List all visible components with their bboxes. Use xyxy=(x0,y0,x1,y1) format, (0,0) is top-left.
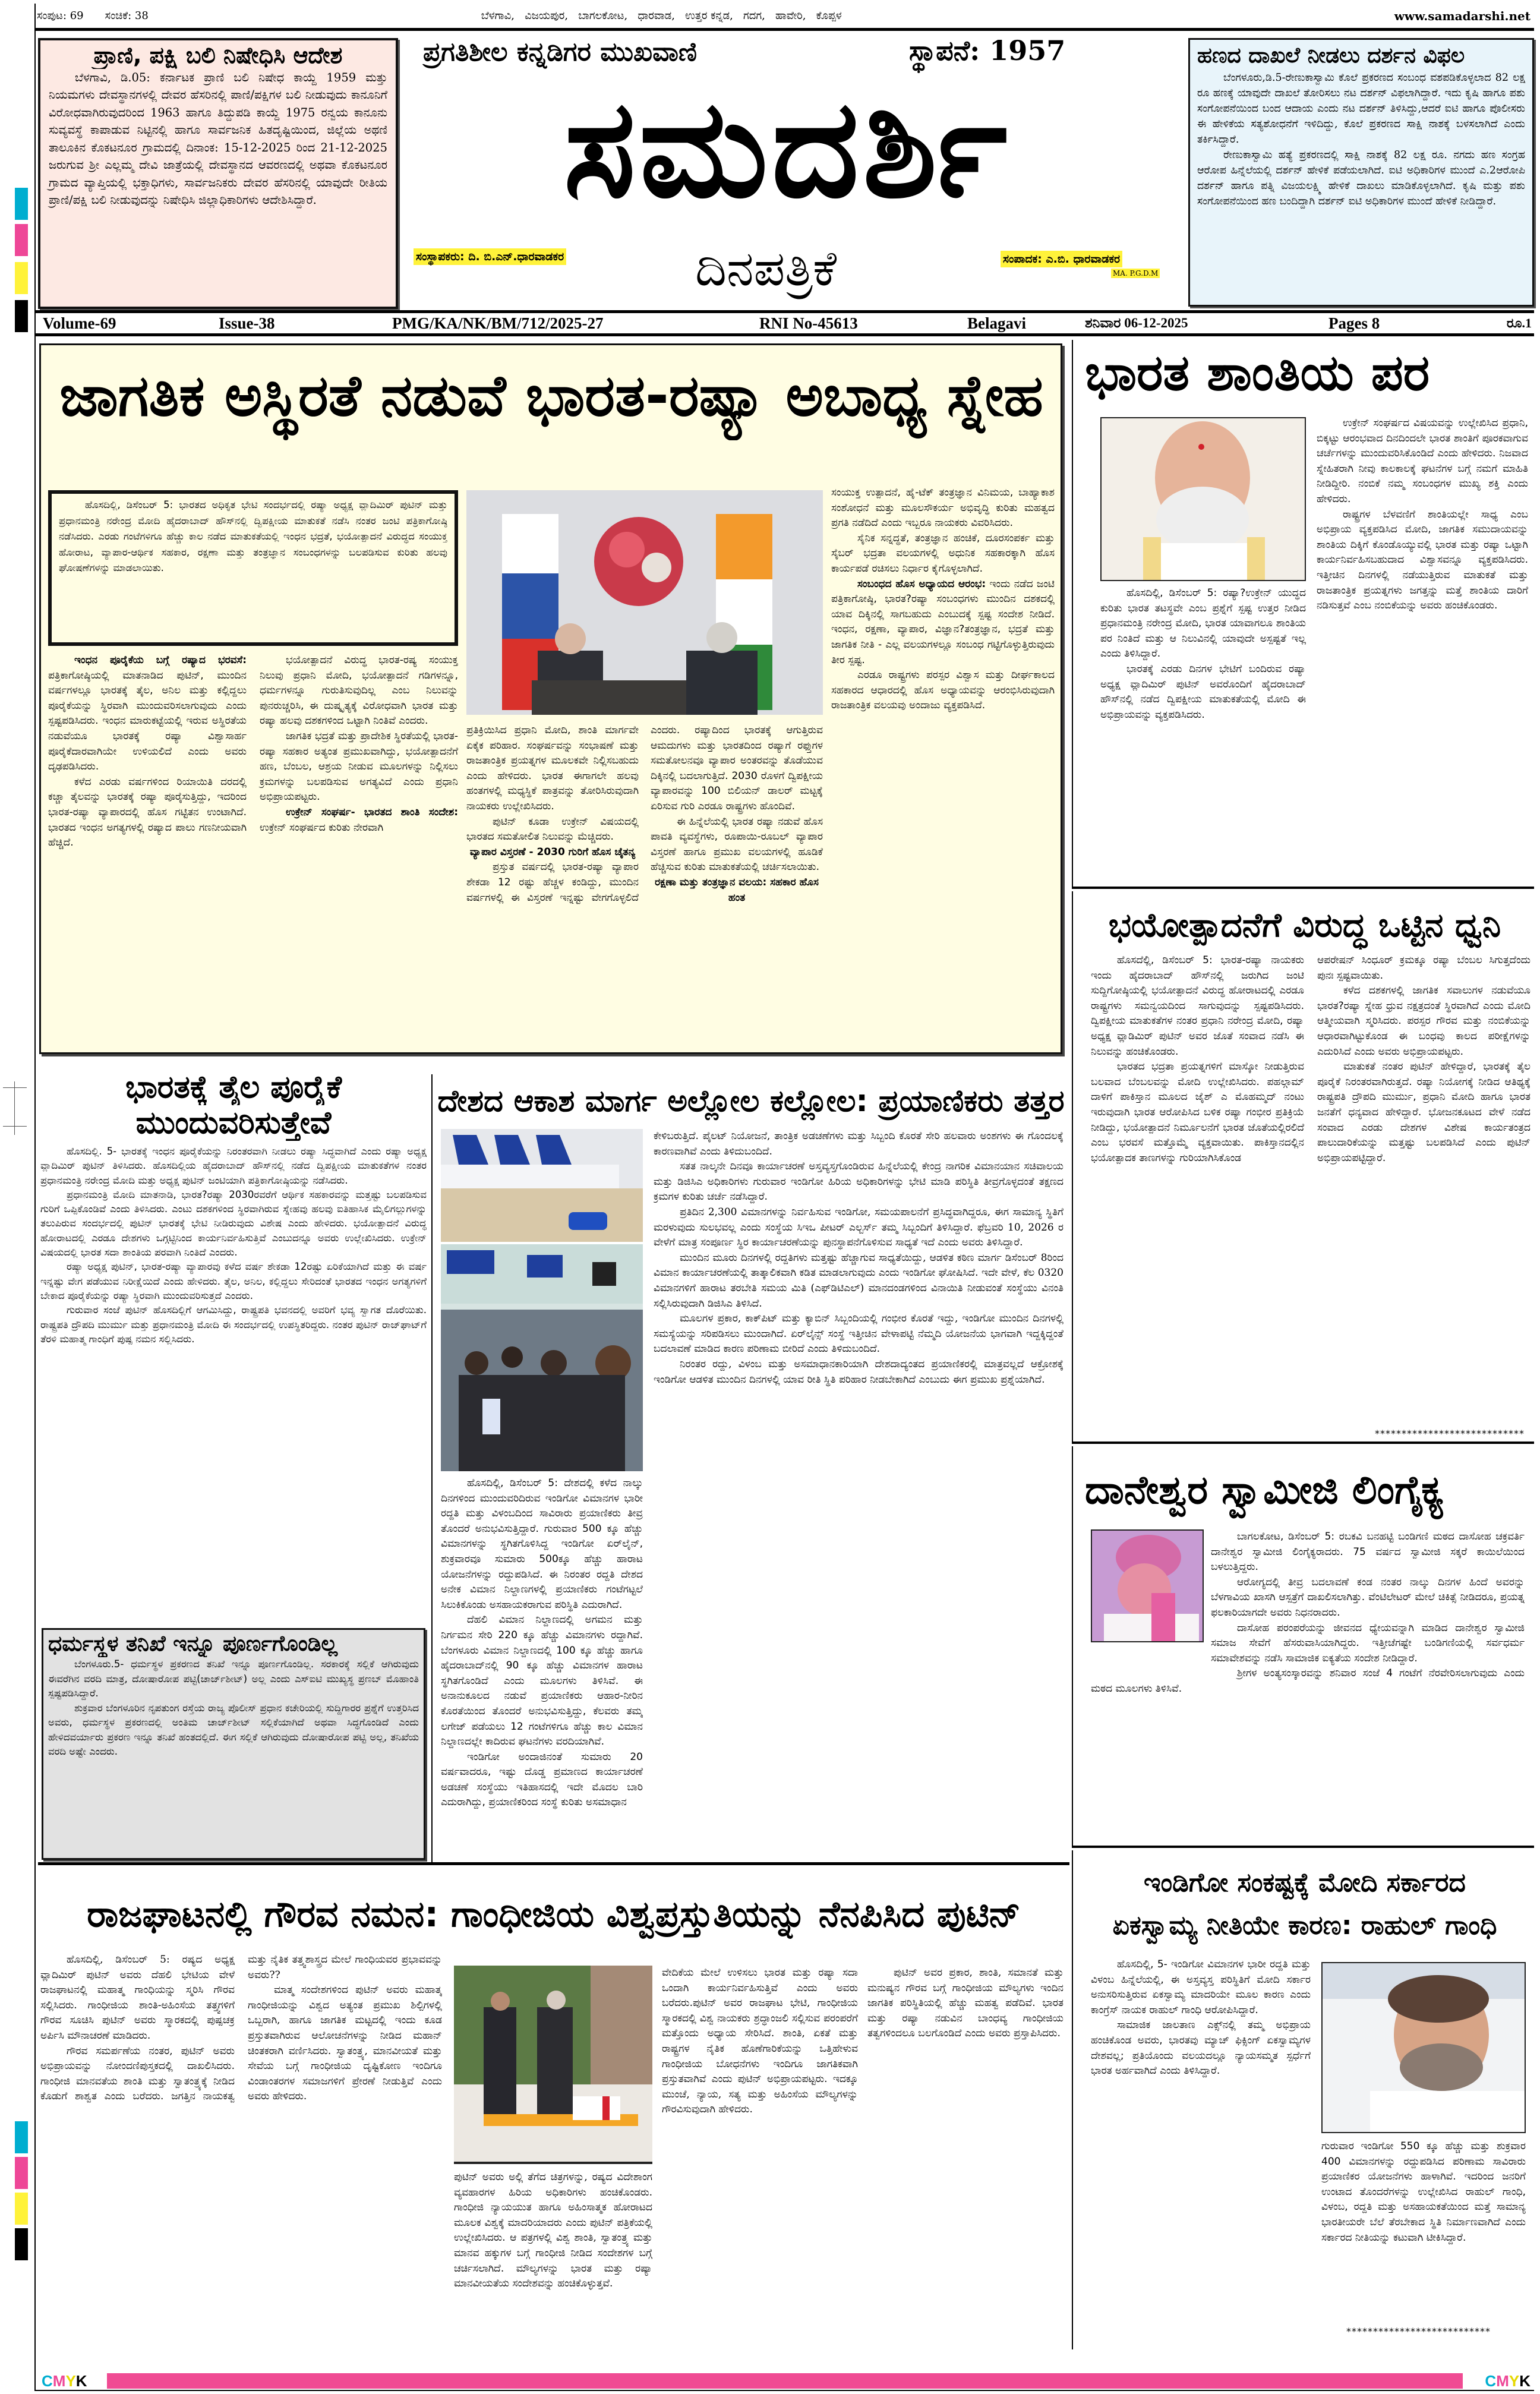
editor-degree: MA. P.G.D.M xyxy=(1111,269,1160,278)
indigo-story xyxy=(1072,1850,1534,2349)
website-link[interactable]: www.samadarshi.net xyxy=(1394,8,1530,23)
terror-story xyxy=(1072,891,1534,1444)
info-issue: Issue-38 xyxy=(219,314,275,332)
modi-photo xyxy=(1100,417,1306,581)
indigo-headline-line1: ಇಂಡಿಗೋ ಸಂಕಷ್ಟಕ್ಕೆ ಮೋದಿ ಸರ್ಕಾರದ xyxy=(1144,1868,1466,1898)
registration-black xyxy=(15,300,28,332)
crop-mark xyxy=(14,1081,15,1135)
registration-magenta xyxy=(15,224,28,256)
cmyk-right: CMYK xyxy=(1485,2372,1530,2390)
rajghat-left-columns: ಹೊಸದಿಲ್ಲಿ, ಡಿಸೆಂಬರ್ 5: ರಷ್ಯದ ಅಧ್ಯಕ್ಷ ವ್ಲಾದಿಮಿರ್ ಪುಟಿನ್ ಅವರು ದೆಹಲಿ ಭೇಟಿಯ ವೇಳೆ ರಾಜಘಾಟನಲ್ಲಿ ಮಹಾತ್ಮ ಗಾಂಧಿಯನ್ನು ಸ್ಮರಿಸಿ ಗೌರವ ಸಲ್ಲಿಸಿದರು. ಗಾಂಧೀಜಿಯ ಶಾಂತಿ-ಅಹಿಂಸೆಯ ತತ್ತ್ವಗಳಿಗೆ ಗೌರವ ಸೂಚಿಸಿ ಪುಟಿನ್ ಅವರು ಸ್ಮಾರಕದಲ್ಲಿ ಪುಷ್ಪಚಕ್ರ ಅರ್ಪಿಸಿ ಮೌನಾಚರಣೆ ಮಾಡಿದರು. ಗೌರವ ಸಮರ್ಪಣೆಯ ನಂತರ, ಪುಟಿನ್ ಅವರು ಅಭಿಪ್ರಾಯವನ್ನು ನೋಂದಣಿಪುಸ್ತಕದಲ್ಲಿ ದಾಖಲಿಸಿದರು. ಗಾಂಧೀಜಿ ಮಾನವತೆಯ ಶಾಂತಿ ಮತ್ತು ಸ್ವಾತಂತ್ರ್ಯಕ್ಕೆ ನೀಡಿದ ಕೊಡುಗೆ ಶಾಶ್ವತ ಎಂದು ಬರೆದರು. ಜಗತ್ತಿನ ನಾಯಕತ್ವ ಮತ್ತು ನೈತಿಕ ತತ್ತ್ವಶಾಸ್ತ್ರದ ಮೇಲೆ ಗಾಂಧಿಯವರ ಪ್ರಭಾವವನ್ನು ಅವರು?? ಮಾತ್ಮ ಸಂದೇಶಗಳಿಂದ ಪುಟಿನ್ ಅವರು ಮಹಾತ್ಮ ಗಾಂಧೀಜಿಯನ್ನು ವಿಶ್ವದ ಅತ್ಯಂತ ಪ್ರಮುಖ ಶಿಲ್ಪಿಗಳಲ್ಲಿ ಒಬ್ಬರಾಗಿ, ಹಾಗೂ ಜಾಗತಿಕ ಮಟ್ಟದಲ್ಲಿ ಇಂದು ಕೂಡ ಪ್ರಸ್ತುತವಾಗಿರುವ ಆಲೋಚನೆಗಳನ್ನು ನೀಡಿದ ಮಹಾನ್ ಚಿಂತಕರಾಗಿ ವರ್ಣಿಸಿದರು. ಸ್ವಾತಂತ್ರ್ಯ, ಮಾನವೀಯತೆ ಮತ್ತು ಸೇವೆಯ ಬಗ್ಗೆ ಗಾಂಧೀಜಿಯ ದೃಷ್ಟಿಕೋಣ ಇಂದಿಗೂ ವಿಂಡಾಂತರಗಳ ಸಮಾಜಗಳಿಗೆ ಪ್ರೇರಣೆ ನೀಡುತ್ತಿವೆ ಎಂದು ಅವರು ಹೇಳಿದರು. xyxy=(40,1954,442,2103)
lead-intro-box xyxy=(48,490,458,646)
oil-headline-line1: ಭಾರತಕ್ಕೆ ತೈಲ ಪೂರೈಕೆ xyxy=(125,1070,342,1105)
district-list: ಬೆಳಗಾವಿ, ವಿಜಯಪುರ, ಬಾಗಲಕೋಟ, ಧಾರವಾಡ, ಉತ್ತರ ಕನ್ನಡ, ಗದಗ, ಹಾವೇರಿ, ಕೊಪ್ಪಳ xyxy=(481,10,842,22)
established: ಸ್ಥಾಪನೆ: 1957 xyxy=(909,34,1066,67)
footer-bar xyxy=(36,2372,1534,2391)
registration-yellow-2 xyxy=(15,2193,28,2225)
paper-logo: ಸಮದರ್ಶಿ xyxy=(563,70,1011,228)
indigo-headline-line2: ಏಕಸ್ವಾಮ್ಯ ನೀತಿಯೇ ಕಾರಣ: ರಾಹುಲ್ ಗಾಂಧಿ xyxy=(1112,1910,1497,1941)
footer-pink-band xyxy=(107,2373,1463,2389)
rajghat-image xyxy=(454,1966,652,2162)
peace-story xyxy=(1072,340,1534,889)
editor-label: ಸಂಪಾದಕ: ಎ.ಬಿ. ಧಾರವಾಡಕರ xyxy=(1001,251,1122,267)
airport-queue-photo xyxy=(441,1244,643,1471)
aviation-headline: ದೇಶದ ಆಕಾಶ ಮಾರ್ಗ ಅಲ್ಲೋಲ ಕಲ್ಲೋಲ: ಪ್ರಯಾಣಿಕರು ತತ್ತರ xyxy=(437,1084,1065,1119)
swamiji-headline: ದಾನೇಶ್ವರ ಸ್ವಾಮೀಜಿ ಲಿಂಗೈಕ್ಯ xyxy=(1085,1467,1445,1513)
info-bar xyxy=(36,310,1534,336)
lead-subhead-4: ರಕ್ಷಣಾ ಮತ್ತು ತಂತ್ರಜ್ಞಾನ ವಲಯ: ಸಹಕಾರ ಹೊಸ ಹಂತ xyxy=(655,876,819,904)
indigo-planes-photo xyxy=(441,1129,643,1242)
section-divider xyxy=(38,1862,1069,1865)
aviation-story xyxy=(431,1074,1068,1865)
registration-cyan-2 xyxy=(15,2121,28,2153)
rajghat-story xyxy=(38,1867,1069,2349)
issue-kn: ಸಂಚಿಕೆ: 38 xyxy=(105,10,149,22)
putin-modi-photo xyxy=(466,490,823,715)
indigo-left-text: ಹೊಸದಿಲ್ಲಿ, 5- ಇಂಡಿಗೋ ವಿಮಾನಗಳ ಭಾರೀ ರದ್ದತಿ ಮತ್ತು ವಿಳಂಬ ಹಿನ್ನೆಲೆಯಲ್ಲಿ, ಈ ಅಸ್ತವ್ಯಸ್ತ ಪರಿಸ್ಥಿತಿಗೆ ಮೋದಿ ಸರ್ಕಾರ ಅನುಸರಿಸುತ್ತಿರುವ ಏಕಸ್ವಾಮ್ಯ ಮಾದರಿಯೇ ಮೂಲ ಕಾರಣ ಎಂದು ಕಾಂಗ್ರೆಸ್ ನಾಯಕ ರಾಹುಲ್ ಗಾಂಧಿ ಆರೋಪಿಸಿದ್ದಾರೆ. ಸಾಮಾಜಿಕ ಜಾಲತಾಣ ಎಕ್ಸ್‌ನಲ್ಲಿ ತಮ್ಮ ಅಭಿಪ್ರಾಯ ಹಂಚಿಕೊಂಡ ಅವರು, ಭಾರತವು ಮ್ಯಾಚ್ ಫಿಕ್ಸಿಂಗ್ ಏಕಸ್ವಾಮ್ಯಗಳ ದೇಶವಲ್ಲ; ಪ್ರತಿಯೊಂದು ವಲಯದಲ್ಲೂ ನ್ಯಾಯಸಮ್ಮತ ಸ್ಪರ್ಧೆಗೆ ಭಾರತ ಅರ್ಹವಾಗಿದೆ ಎಂದು ತಿಳಿಸಿದ್ದಾರೆ. xyxy=(1091,1958,1311,2077)
lead-right-column: ಸಂಯುಕ್ತ ಉತ್ಪಾದನೆ, ಹೈ-ಟೆಕ್ ತಂತ್ರಜ್ಞಾನ ವಿನಿಮಯ, ಬಾಹ್ಯಾಕಾಶ ಸಂಶೋಧನೆ ಮತ್ತು ಮೂಲಸೌಕರ್ಯ ಅಭಿವೃದ್ಧಿ ಕುರಿತು ಮಹತ್ವದ ಪ್ರಗತಿ ನಡೆದಿದೆ ಎಂದು ಇಬ್ಬರೂ ನಾಯಕರು ವಿವರಿಸಿದರು. ಸೈನಿಕ ಸನ್ನದ್ಧತೆ, ತಂತ್ರಜ್ಞಾನ ಹಂಚಿಕೆ, ದೂರಸಂಪರ್ಕ ಮತ್ತು ಸೈಬರ್ ಭದ್ರತಾ ವಲಯಗಳಲ್ಲಿ ಅಧುನಿಕ ಸಹಕಾರಕ್ಕಾಗಿ ಹೊಸ ಕಾರ್ಯಪಡೆ ರಚಿಸಲು ನಿರ್ಧಾರ ಕೈಗೊಳ್ಳಲಾಗಿದೆ. ಸಂಬಂಧದ ಹೊಸ ಅಧ್ಯಾಯದ ಆರಂಭ: ಇಂದು ನಡೆದ ಜಂಟಿ ಪತ್ರಿಕಾಗೋಷ್ಠಿ, ಭಾರತ?ರಷ್ಯಾ ಸಂಬಂಧಗಳು ಮುಂದಿನ ದಶಕದಲ್ಲಿ ಯಾವ ದಿಕ್ಕಿನಲ್ಲಿ ಸಾಗಬಹುದು ಎಂಬುದಕ್ಕೆ ಸ್ಪಷ್ಟ ಸಂದೇಶ ನೀಡಿದೆ. ಇಂಧನ, ರಕ್ಷಣಾ, ವ್ಯಾಪಾರ, ವಿಜ್ಞಾನ?ತಂತ್ರಜ್ಞಾನ, ಭದ್ರತೆ ಮತ್ತು ಜಾಗತಿಕ ನೀತಿ - ಎಲ್ಲ ವಲಯಗಳಲ್ಲೂ ಸಂಬಂಧ ಗಟ್ಟಿಗೊಳ್ಳುತ್ತಿರುವುದು ತೀರ ಸ್ಪಷ್ಟ. ಎರಡೂ ರಾಷ್ಟ್ರಗಳು ಪರಸ್ಪರ ವಿಶ್ವಾಸ ಮತ್ತು ದೀರ್ಘಕಾಲದ ಸಹಕಾರದ ಆಧಾರದಲ್ಲಿ ಹೊಸ ಅಧ್ಯಾಯವನ್ನು ಆರಂಭಿಸಿರುವುದಾಗಿ ರಾಜತಾಂತ್ರಿಕ ವಲಯವು ಅಂದಾಜು ವ್ಯಕ್ತಪಡಿಸಿದೆ. xyxy=(831,487,1055,712)
dharmasthala-text: ಬೆಂಗಳೂರು.5- ಧರ್ಮಸ್ಥಳ ಪ್ರಕರಣದ ತನಿಖೆ ಇನ್ನೂ ಪೂರ್ಣಗೊಂಡಿಲ್ಲ. ಸರಕಾರಕ್ಕೆ ಸಲ್ಲಿಕೆ ಆಗಿರುವುದು ಈವರೆಗಿನ ವರದಿ ಮಾತ್ರ, ದೋಷಾರೋಪ ಪಟ್ಟಿ(ಚಾರ್ಜ್‌ಶೀಟ್) ಅಲ್ಲ ಎಂದು ಎಸ್‌ಐಟಿ ಮುಖ್ಯಸ್ಥ ಪ್ರಣಬ್ ಮೊಹಾಂತಿ ಸ್ಪಷ್ಟಪಡಿಸಿದ್ದಾರೆ. ಶುಕ್ರವಾರ ಬೆಂಗಳೂರಿನ ನೃಪತುಂಗ ರಸ್ತೆಯ ರಾಜ್ಯ ಪೊಲೀಸ್ ಪ್ರಧಾನ ಕಚೇರಿಯಲ್ಲಿ ಸುದ್ದಿಗಾರರ ಪ್ರಶ್ನೆಗೆ ಉತ್ತರಿಸಿದ ಅವರು, ಧರ್ಮಸ್ಥಳ ಪ್ರಕರಣದಲ್ಲಿ ಅಂತಿಮ ಚಾರ್ಜ್‌ಶೀಟ್ ಸಲ್ಲಿಕೆಯಾಗಿದೆ ಅಥವಾ ಸಿದ್ಧಗೊಂಡಿದೆ ಎಂದು ಹೇಳಿದವರ್ಯಾರು ಪ್ರಕರಣ ಇನ್ನೂ ತನಿಖೆ ಹಂತದಲ್ಲಿದೆ. ಈಗ ಸಲ್ಲಿಕೆ ಆಗಿರುವುದು ದೋಷಾರೋಪ ಪಟ್ಟಿ ಅಲ್ಲ, ತನಿಖೆಯ ವರದಿ ಅಷ್ಟೇ ಎಂದರು. xyxy=(48,1658,419,1757)
top-strip xyxy=(34,4,1534,31)
lead-story xyxy=(39,343,1062,1054)
ear-right-body: ಬೆಂಗಳೂರು,ಡಿ.5-ರೇಣುಕಾಸ್ವಾಮಿ ಕೊಲೆ ಪ್ರಕರಣದ ಸಂಬಂಧ ವಶಪಡಿಕೊಳ್ಳಲಾದ 82 ಲಕ್ಷ ರೂ ಹಣಕ್ಕೆ ಯಾವುದೇ ದಾಖಲೆ ತೋರಿಸಲು ನಟ ದರ್ಶನ್ ವಿಫಲಾಗಿದ್ದಾರೆ. ಇದು ಕೃಷಿ ಹಾಗೂ ಪಶು ಸಂಗೋಪನೆಯಿಂದ ಬಂದ ಆದಾಯ ಎಂದು ನಟ ದರ್ಶನ್ ತಿಳಿಸಿದ್ದು,ಆದರೆ ಐಟಿ ಹಾಗೂ ಪೊಲೀಸರು ಈ ಹೇಳಿಕೆಯ ಸತ್ಯಶೋಧನೆಗೆ ಇಳಿದಿದ್ದು, ಕೊಲೆ ಪ್ರಕರಣದ ಸಾಕ್ಷಿ ನಾಶಕ್ಕೆ ಬಳಸಲಾಗಿದೆ ಎಂದು ತರ್ಕಿಸಿದ್ದಾರೆ. ರೇಣುಕಾಸ್ವಾಮಿ ಹತ್ಯೆ ಪ್ರಕರಣದಲ್ಲಿ ಸಾಕ್ಷಿ ನಾಶಕ್ಕೆ 82 ಲಕ್ಷ ರೂ. ನಗದು ಹಣ ಸಂಗ್ರಹ ಆರೋಪ ಹಿನ್ನೆಲೆಯಲ್ಲಿ ದರ್ಶನ್ ಹೇಳಿಕೆ ಪಡೆಯಲಾಗಿದೆ. ಐಟಿ ಅಧಿಕಾರಿಗಳ ಮುಂದೆ ಎ.2ಆರೋಪಿ ದರ್ಶನ್ ಹಾಗೂ ಪತ್ನಿ ವಿಜಯಲಕ್ಷ್ಮಿ ಹೇಳಿಕೆ ದಾಖಲು ಮಾಡಿಕೊಳ್ಳಲಾಗಿದೆ. ಕೃಷಿ ಮತ್ತು ಪಶು ಸಂಗೋಪನೆಯಿಂದ ಹಣ ಬಂದಿದ್ದಾಗಿ ದರ್ಶನ್ ಐಟಿ ಅಧಿಕಾರಿಗಳ ಮುಂದೆ ಹೇಳಿಕೆ ನೀಡಿದ್ದಾರೆ. xyxy=(1197,72,1525,208)
info-city: Belagavi xyxy=(967,314,1026,332)
rajghat-photo xyxy=(454,1966,652,2164)
lead-intro: ಹೊಸದಿಲ್ಲಿ, ಡಿಸೆಂಬರ್ 5: ಭಾರತದ ಅಧಿಕೃತ ಭೇಟಿ ಸಂದರ್ಭದಲ್ಲಿ ರಷ್ಯಾ ಅಧ್ಯಕ್ಷ ವ್ಲಾದಿಮಿರ್ ಪುಟಿನ್ ಮತ್ತು ಪ್ರಧಾನಮಂತ್ರಿ ನರೇಂದ್ರ ಮೋದಿ ಹೈದರಾಬಾದ್ ಹೌಸ್‌ನಲ್ಲಿ ದ್ವಿಪಕ್ಷೀಯ ಮಾತುಕತೆ ನಡೆಸಿ ನಂತರ ಜಂಟಿ ಪತ್ರಿಕಾಗೋಷ್ಠಿ ನಡೆಸಿದರು. ಎರಡು ಗಂಟೆಗಳಿಗೂ ಹೆಚ್ಚು ಕಾಲ ನಡೆದ ಮಾತುಕತೆಯಲ್ಲಿ ಇಂಧನ ಭದ್ರತೆ, ಭಯೋತ್ಪಾದನೆ ವಿರುದ್ಧದ ಸಂಯುಕ್ತ ಹೋರಾಟ, ವ್ಯಾಪಾರ-ಆರ್ಥಿಕ ಸಹಕಾರ, ರಕ್ಷಣಾ ಮತ್ತು ತಂತ್ರಜ್ಞಾನ ಸಂಬಂಧಗಳನ್ನು ಬಲಪಡಿಸುವ ಕುರಿತು ಹಲವು ಘೋಷಣೆಗಳನ್ನು ಮಾಡಲಾಯಿತು. xyxy=(59,499,447,573)
cmyk-left: CMYK xyxy=(42,2372,87,2390)
peace-left-text: ಹೊಸದಿಲ್ಲಿ, ಡಿಸೆಂಬರ್ 5: ರಷ್ಯಾ?ಉಕ್ರೇನ್ ಯುದ್ಧದ ಕುರಿತು ಭಾರತ ತಟಸ್ಥವೇ ಎಂಬ ಪ್ರಶ್ನೆಗೆ ಸ್ಪಷ್ಟ ಉತ್ತರ ನೀಡಿದ ಪ್ರಧಾನಮಂತ್ರಿ ನರೇಂದ್ರ ಮೋದಿ, ಭಾರತ ಯಾವಾಗಲೂ ಶಾಂತಿಯ ಪರ ನಿಂತಿದೆ ಮತ್ತು ಆ ನಿಲುವಿನಲ್ಲಿ ಯಾವುದೇ ಅಸ್ಪಷ್ಟತೆ ಇಲ್ಲ ಎಂದು ತಿಳಿಸಿದ್ದಾರೆ. ಭಾರತಕ್ಕೆ ಎರಡು ದಿನಗಳ ಭೇಟಿಗೆ ಬಂದಿರುವ ರಷ್ಯಾ ಅಧ್ಯಕ್ಷ ವ್ಲಾದಿಮಿರ್ ಪುಟಿನ್ ಅವರೊಂದಿಗೆ ಹೈದರಾಬಾದ್ ಹೌಸ್‌ನಲ್ಲಿ ನಡೆದ ದ್ವಿಪಕ್ಷೀಯ ಮಾತುಕತೆಯಲ್ಲಿ ಮೋದಿ ಈ ಅಭಿಪ್ರಾಯವನ್ನು ವ್ಯಕ್ತಪಡಿಸಿದರು. xyxy=(1100,587,1306,721)
rahul-photo xyxy=(1321,1962,1526,2133)
peace-headline: ಭಾರತ ಶಾಂತಿಯ ಪರ xyxy=(1085,343,1430,402)
swamiji-story xyxy=(1072,1446,1534,1848)
registration-magenta-2 xyxy=(15,2157,28,2189)
dharmasthala-headline: ಧರ್ಮಸ್ಥಳ ತನಿಖೆ ಇನ್ನೂ ಪೂರ್ಣಗೊಂಡಿಲ್ಲ xyxy=(48,1632,338,1656)
lead-subhead-2: ಉಕ್ರೇನ್ ಸಂಘರ್ಷ- ಭಾರತದ ಶಾಂತಿ ಸಂದೇಶ: xyxy=(286,806,458,818)
terror-headline: ಭಯೋತ್ಪಾದನೆಗೆ ವಿರುದ್ಧ ಒಟ್ಟಿನ ಧ್ವನಿ xyxy=(1108,906,1501,945)
ear-right-title: ಹಣದ ದಾಖಲೆ ನೀಡಲು ದರ್ಶನ ವಿಫಲ xyxy=(1197,43,1465,68)
info-pages: Pages 8 xyxy=(1328,314,1380,332)
oil-story xyxy=(40,1070,427,1628)
lead-subhead-1: ಇಂಧನ ಪೂರೈಕೆಯ ಬಗ್ಗೆ ರಷ್ಯಾದ ಭರವಸೆ: xyxy=(74,654,247,666)
volume-kn: ಸಂಪುಟ: 69 xyxy=(37,10,84,22)
modi-portrait xyxy=(1102,418,1306,581)
registration-black-2 xyxy=(15,2228,28,2260)
oil-headline-line2: ಮುಂದುವರಿಸುತ್ತೇವೆ xyxy=(135,1105,332,1141)
peace-right-text: ಉಕ್ರೇನ್ ಸಂಘರ್ಷದ ವಿಷಯವನ್ನು ಉಲ್ಲೇಖಿಸಿದ ಪ್ರಧಾನಿ, ಬಿಕ್ಕಟ್ಟು ಆರಂಭವಾದ ದಿನದಿಂದಲೇ ಭಾರತ ಶಾಂತಿಗೆ ಪೂರಕವಾಗುವ ಚರ್ಚೆಗಳನ್ನು ಮುಂದುವರಿಸಿಕೊಂಡಿದೆ ಎಂದು ಹೇಳಿದರು. ನಿಜವಾದ ಸ್ನೇಹಿತರಾಗಿ ನೀವು ಕಾಲಕಾಲಕ್ಕೆ ಘಟನೆಗಳ ಬಗ್ಗೆ ನಮಗೆ ಮಾಹಿತಿ ನೀಡಿದ್ದೀರಿ. ನಂಬಿಕೆ ನಮ್ಮ ಸಂಬಂಧಗಳ ಮುಖ್ಯ ಶಕ್ತಿ ಎಂದು ಹೇಳಿದರು. ರಾಷ್ಟ್ರಗಳ ಬೆಳವಣಿಗೆ ಶಾಂತಿಯಲ್ಲೇ ಸಾಧ್ಯ ಎಂಬ ಅಭಿಪ್ರಾಯ ವ್ಯಕ್ತಪಡಿಸಿದ ಮೋದಿ, ಜಾಗತಿಕ ಸಮುದಾಯವನ್ನು ಶಾಂತಿಯ ದಿಕ್ಕಿಗೆ ಕೊಂಡೊಯ್ಯುವಲ್ಲಿ ಭಾರತ ಮತ್ತು ರಷ್ಯಾ ಒಟ್ಟಾಗಿ ಕಾರ್ಯನಿರ್ವಹಿಸಬಹುದಾದ ವಿಶ್ವಾಸವನ್ನೂ ವ್ಯಕ್ತಪಡಿಸಿದರು. ಇತ್ತೀಚಿನ ದಿನಗಳಲ್ಲಿ ನಡೆಯುತ್ತಿರುವ ಮಾತುಕತೆ ಮತ್ತು ರಾಜತಾಂತ್ರಿಕ ಪ್ರಯತ್ನಗಳು ಜಗತ್ತನ್ನು ಮತ್ತೆ ಶಾಂತಿಯ ದಾರಿಗೆ ನಡಿಸುತ್ತವೆ ಎಂಬ ನಂಬಿಕೆಯನ್ನು ಅವರು ಹಂಚಿಕೊಂಡರು. xyxy=(1317,417,1528,612)
ear-right-box xyxy=(1188,38,1534,307)
rajghat-right-column: ವೇದಿಕೆಯ ಮೇಲೆ ಉಳಿಸಲು ಭಾರತ ಮತ್ತು ರಷ್ಯಾ ಸದಾ ಒಂದಾಗಿ ಕಾರ್ಯನಿರ್ವಹಿಸುತ್ತಿವೆ ಎಂದು ಅವರು ಬರೆದರು.ಪುಟಿನ್ ಅವರ ರಾಜಘಾಟ ಭೇಟಿ, ಗಾಂಧೀಜಿಯ ಸ್ಮಾರಕದಲ್ಲಿ ವಿಶ್ವ ನಾಯಕರು ಶ್ರದ್ಧಾಂಜಲಿ ಸಲ್ಲಿಸುವ ಪರಂಪರೆಗೆ ಮತ್ತೊಂದು ಅಧ್ಯಾಯ ಸೇರಿಸಿದೆ. ಶಾಂತಿ, ಏಕತೆ ಮತ್ತು ರಾಷ್ಟ್ರಗಳ ನೈತಿಕ ಹೊಣೆಗಾರಿಕೆಯನ್ನು ಒತ್ತಿಹೇಳುವ ಗಾಂಧೀಜಿಯ ಬೋಧನೆಗಳು ಇಂದಿಗೂ ಜಾಗತಿಕವಾಗಿ ಪ್ರಸ್ತುತವಾಗಿವೆ ಎಂದು ಪುಟಿನ್ ಅಭಿಪ್ರಾಯಪಟ್ಟರು. ಇದಕ್ಕೂ ಮುಂಚೆ, ನ್ಯಾಯ, ಸತ್ಯ ಮತ್ತು ಅಹಿಂಸೆಯ ಮೌಲ್ಯಗಳನ್ನು ಗೌರವಿಸುವುದಾಗಿ ಹೇಳಿದರು. xyxy=(662,1967,858,2116)
tagline: ಪ್ರಗತಿಶೀಲ ಕನ್ನಡಿಗರ ಮುಖವಾಣಿ xyxy=(423,37,697,67)
crop-mark xyxy=(3,1087,27,1088)
info-date: ಶನಿವಾರ 06-12-2025 xyxy=(1085,316,1188,330)
crop-mark xyxy=(3,1126,27,1127)
paper-subtitle: ದಿನಪತ್ರಿಕೆ xyxy=(695,241,837,297)
lead-left-columns: ಇಂಧನ ಪೂರೈಕೆಯ ಬಗ್ಗೆ ರಷ್ಯಾದ ಭರವಸೆ: ಪತ್ರಿಕಾಗೋಷ್ಠಿಯಲ್ಲಿ ಮಾತನಾಡಿದ ಪುಟಿನ್, ಮುಂದಿನ ವರ್ಷಗಳಲ್ಲೂ ಭಾರತಕ್ಕೆ ತೈಲ, ಅನಿಲ ಮತ್ತು ಕಲ್ಲಿದ್ದಲು ಪೂರೈಕೆಯನ್ನು ಸ್ಥಿರವಾಗಿ ಮುಂದುವರಿಸಲಾಗುವುದು ಎಂದು ಸ್ಪಷ್ಟಪಡಿಸಿದರು. ಇಂಧನ ಮಾರುಕಟ್ಟೆಯಲ್ಲಿ ಇರುವ ಅಸ್ಥಿರತೆಯ ನಡುವೆಯೂ ಭಾರತಕ್ಕೆ ರಷ್ಯಾ ವಿಶ್ವಾಸಾರ್ಹ ಪೂರೈಕೆದಾರವಾಗಿಯೇ ಉಳಿಯಲಿದೆ ಎಂದು ಅವರು ದೃಢಪಡಿಸಿದರು. ಕಳೆದ ಎರಡು ವರ್ಷಗಳಿಂದ ರಿಯಾಯಿತಿ ದರದಲ್ಲಿ ಕಚ್ಚಾ ತೈಲವನ್ನು ಭಾರತಕ್ಕೆ ರಷ್ಯಾ ಪೂರೈಸುತ್ತಿದ್ದು, ಇದರಿಂದ ಭಾರತ-ರಷ್ಯಾ ವ್ಯಾಪಾರದಲ್ಲಿ ಹೊಸ ಗಟ್ಟಿತನ ಉಂಟಾಗಿದೆ. ಭಾರತದ ಇಂಧನ ಅಗತ್ಯಗಳಲ್ಲಿ ರಷ್ಯಾದ ಪಾಲು ಗಣನೀಯವಾಗಿ ಹೆಚ್ಚಿದೆ. ಭಯೋತ್ಪಾದನೆ ವಿರುದ್ಧ ಭಾರತ-ರಷ್ಯ ಸಂಯುಕ್ತ ನಿಲುವು ಪ್ರಧಾನಿ ಮೋದಿ, ಭಯೋತ್ಪಾದನೆ ಗಡಿಗಳನ್ನೂ, ಧರ್ಮಗಳನ್ನೂ ಗುರುತಿಸುವುದಿಲ್ಲ ಎಂಬ ನಿಲುವನ್ನು ಪುನರುಚ್ಚರಿಸಿ, ಈ ದುಷ್ಕೃತ್ಯಕ್ಕೆ ವಿರೋಧವಾಗಿ ಭಾರತ ಮತ್ತು ರಷ್ಯಾ ಹಲವು ದಶಕಗಳಿಂದ ಒಟ್ಟಾಗಿ ನಿಂತಿವೆ ಎಂದರು. ಜಾಗತಿಕ ಭದ್ರತೆ ಮತ್ತು ಪ್ರಾದೇಶಿಕ ಸ್ಥಿರತೆಯಲ್ಲಿ ಭಾರತ-ರಷ್ಯಾ ಸಹಕಾರ ಅತ್ಯಂತ ಪ್ರಮುಖವಾಗಿದ್ದು, ಭಯೋತ್ಪಾದನೆಗೆ ಹಣ, ಬೆಂಬಲ, ಆಶ್ರಯ ನೀಡುವ ಮೂಲಗಳನ್ನು ನಿಲ್ಲಿಸಲು ಕ್ರಮಗಳನ್ನು ಬಲಪಡಿಸುವ ಅಗತ್ಯವಿದೆ ಎಂದು ಪ್ರಧಾನಿ ಅಭಿಪ್ರಾಯಪಟ್ಟರು. ಉಕ್ರೇನ್ ಸಂಘರ್ಷ- ಭಾರತದ ಶಾಂತಿ ಸಂದೇಶ: ಉಕ್ರೇನ್ ಸಂಘರ್ಷದ ಕುರಿತು ನೇರವಾಗಿ xyxy=(48,654,458,849)
rajghat-right-column-2: ಪುಟಿನ್ ಅವರ ಪ್ರಕಾರ, ಶಾಂತಿ, ಸಮಾನತೆ ಮತ್ತು ಮನುಷ್ಯನ ಗೌರವ ಬಗ್ಗೆ ಗಾಂಧೀಜಿಯ ಮೌಲ್ಯಗಳು ಇಂದಿನ ಜಾಗತಿಕ ಪರಿಸ್ಥಿತಿಯಲ್ಲಿ ಹೆಚ್ಚು ಮಹತ್ವ ಪಡೆದಿವೆ. ಭಾರತ ಮತ್ತು ರಷ್ಯಾ ನಡುವಿನ ಬಾಂಧವ್ಯ ಗಾಂಧೀಜಿಯ ತತ್ವಗಳಿಂದಲೂ ಬಲಗೊಂಡಿದೆ ಎಂದು ಅವರು ಪ್ರಸ್ತಾಪಿಸಿದರು. xyxy=(867,1967,1064,2040)
swamiji-text: ಬಾಗಲಕೋಟ, ಡಿಸೆಂಬರ್ 5: ರಬಕವಿ ಬನಹಟ್ಟಿ ಬಂಡಿಗಣಿ ಮಠದ ದಾಸೋಹ ಚಕ್ರವರ್ತಿ ದಾನೇಶ್ವರ ಸ್ವಾಮೀಜಿ ಲಿಂಗೈಕ್ಯರಾದರು. 75 ವರ್ಷದ ಸ್ವಾಮೀಜಿ ಸಕ್ಕರೆ ಕಾಯಿಲೆಯಿಂದ ಬಳಲುತ್ತಿದ್ದರು. ಆರೋಗ್ಯದಲ್ಲಿ ತೀವ್ರ ಬದಲಾವಣೆ ಕಂಡ ನಂತರ ನಾಲ್ಕು ದಿನಗಳ ಹಿಂದೆ ಅವರನ್ನು ಬೆಳಗಾವಿಯ ಖಾಸಗಿ ಆಸ್ಪತ್ರೆಗೆ ದಾಖಲಿಸಲಾಗಿತ್ತು. ವೆಂಟಿಲೇಟರ್ ಮೇಲೆ ಚಿಕಿತ್ಸೆ ನೀಡಿದರೂ, ಪ್ರಯತ್ನ ಫಲಕಾರಿಯಾಗದೇ ಅವರು ನಿಧನರಾದರು. ದಾಸೋಹ ಪರಂಪರೆಯನ್ನು ಜೀವನದ ಧ್ಯೇಯವನ್ನಾಗಿ ಮಾಡಿದ ದಾನೇಶ್ವರ ಸ್ವಾಮೀಜಿ ಸಮಾಜ ಸೇವೆಗೆ ಹೆಸರುವಾಸಿಯಾಗಿದ್ದರು. ಇತ್ತೀಚೆಗಷ್ಟೇ ಬಂಡಿಗಣಿಯಲ್ಲಿ ಸರ್ವಧರ್ಮ ಸಮಾವೇಶವನ್ನು ನಡೆಸಿ ಸಾಮಾಜಿಕ ಐಕ್ಯತೆಯ ಸಂದೇಶ ನೀಡಿದ್ದಾರೆ. ಶ್ರೀಗಳ ಅಂತ್ಯಸಂಸ್ಕಾರವನ್ನು ಶನಿವಾರ ಸಂಜೆ 4 ಗಂಟೆಗೆ ನೆರವೇರಿಸಲಾಗುವುದು ಎಂದು ಮಠದ ಮೂಲಗಳು ತಿಳಿಸಿವೆ. xyxy=(1091,1531,1525,1695)
dharmasthala-box xyxy=(42,1628,425,1860)
terror-stars: **************************** xyxy=(1375,1428,1525,1439)
info-price: ರೂ.1 xyxy=(1506,316,1532,330)
founder-label: ಸಂಸ್ಥಾಪಕರು: ದಿ. ಬಿ.ಎನ್.ಧಾರವಾಡಕರ xyxy=(414,248,566,265)
lead-headline: ಜಾಗತಿಕ ಅಸ್ಥಿರತೆ ನಡುವೆ ಭಾರತ-ರಷ್ಯಾ ಅಬಾಧ್ಯ ಸ್ನೇಹ xyxy=(59,362,1043,429)
ear-left-title: ಪ್ರಾಣಿ, ಪಕ್ಷಿ ಬಲಿ ನಿಷೇಧಿಸಿ ಆದೇಶ xyxy=(93,43,343,68)
lead-subhead-3: ವ್ಯಾಪಾರ ವಿಸ್ತರಣೆ - 2030 ಗುರಿಗೆ ಹೊಸ ಚೈತನ್ಯ xyxy=(469,846,636,858)
ear-left-box xyxy=(38,38,398,309)
info-postal: PMG/KA/NK/BM/712/2025-27 xyxy=(392,314,604,332)
airport-queue xyxy=(441,1244,643,1471)
ear-left-body: ಬೆಳಗಾವಿ, ಡಿ.05: ಕರ್ನಾಟಕ ಪ್ರಾಣಿ ಬಲಿ ನಿಷೇಧ ಕಾಯ್ದೆ 1959 ಮತ್ತು ನಿಯಮಗಳು ದೇವಸ್ಥಾನಗಳಲ್ಲಿ ದೇವರ ಹೆಸರಿನಲ್ಲಿ ಪಾಣಿ/ಪಕ್ಷಿಗಳ ಬಲಿ ನೀಡುವುದು ಕಾನೂನಿಗೆ ವಿರೋಧವಾಗಿರುವುದರಿಂದ 1963 ಹಾಗೂ ತಿದ್ದುಪಡಿ ಕಾಯ್ದೆ 1975 ರನ್ವಯ ಕಾನೂನು ಸುವ್ಯವಸ್ಥೆ ಕಾಪಾಡುವ ನಿಟ್ಟಿನಲ್ಲಿ ಹಾಗೂ ಸಾರ್ವಜನಿಕ ಹಿತದೃಷ್ಟಿಯಿಂದ, ಜಿಲ್ಲೆಯ ಅಥಣಿ ತಾಲೂಕಿನ ಕೊಕಟನೂರ ಗ್ರಾಮದಲ್ಲಿ ದಿನಾಂಕ: 15-12-2025 ರಿಂದ 21-12-2025 ಜರುಗುವ ಶ್ರೀ ಎಲ್ಲಮ್ಮ ದೇವಿ ಜಾತ್ರೆಯಲ್ಲಿ ದೇವಸ್ಥಾನದ ಆವರಣದಲ್ಲಿ ಅಥವಾ ಕೊಕಟನೂರ ಗ್ರಾಮದ ವ್ಯಾಪ್ತಿಯಲ್ಲಿ ಭಕ್ತಾಧಿಗಳು, ಸಾರ್ವಜನಿಕರು ದೇವರ ಹೆಸರಿನಲ್ಲಿ ಯಾವುದೇ ರೀತಿಯ ಪ್ರಾಣಿ/ಪಕ್ಷಿ ಬಲಿ ನೀಡುವುದನ್ನು ನಿಷೇಧಿಸಿ ಜಿಲ್ಲಾಧಿಕಾರಿಗಳು ಆದೇಶಿಸಿದ್ದಾರೆ. xyxy=(49,70,387,207)
lead-photo xyxy=(466,490,823,715)
aviation-right-columns: ಕೇಳಿಬರುತ್ತಿದೆ. ಪೈಲಟ್ ನಿಯೋಜನೆ, ತಾಂತ್ರಿಕ ಅಡಚಣೆಗಳು ಮತ್ತು ಸಿಬ್ಬಂದಿ ಕೊರತೆ ಸೇರಿ ಹಲವಾರು ಅಂಶಗಳು ಈ ಗೊಂದಲಕ್ಕೆ ಕಾರಣವಾಗಿವೆ ಎಂದು ತಿಳಿದುಬಂದಿದೆ. ಸತತ ನಾಲ್ಕನೇ ದಿನವೂ ಕಾರ್ಯಾಚರಣೆ ಅಸ್ತವ್ಯಸ್ತಗೊಂಡಿರುವ ಹಿನ್ನೆಲೆಯಲ್ಲಿ ಕೇಂದ್ರ ನಾಗರಿಕ ವಿಮಾನಯಾನ ಸಚಿವಾಲಯ ಮತ್ತು ಡಿಜಿಸಿಎ ಅಧಿಕಾರಿಗಳು ಗುರುವಾರ ಇಂಡಿಗೋ ಹಿರಿಯ ಅಧಿಕಾರಿಗಳನ್ನು ಭೇಟಿ ಮಾಡಿ ಪರಿಸ್ಥಿತಿ ತೀವ್ರಗೊಳ್ಳದಂತೆ ತಕ್ಷಣದ ಕ್ರಮಗಳ ಕುರಿತು ಚರ್ಚೆ ನಡೆಸಿದ್ದಾರೆ. ಪ್ರತಿದಿನ 2,300 ವಿಮಾನಗಳನ್ನು ನಿರ್ವಹಿಸುವ ಇಂಡಿಗೋ, ಸಮಯಪಾಲನೆಗೆ ಪ್ರಸಿದ್ಧವಾಗಿದ್ದರೂ, ಈಗ ಸಾಮಾನ್ಯ ಸ್ಥಿತಿಗೆ ಮರಳುವುದು ಸುಲಭವಲ್ಲ ಎಂದು ಸಂಸ್ಥೆಯ ಸಿಇಒ ಪೀಟರ್ ಎಲ್ಬರ್ಸ್ ತಮ್ಮ ಸಿಬ್ಬಂದಿಗೆ ತಿಳಿಸಿದ್ದಾರೆ. ಫೆಬ್ರವರಿ 10, 2026 ರ ವೇಳೆಗೆ ಮಾತ್ರ ಸಂಪೂರ್ಣ ಸ್ಥಿರ ಕಾರ್ಯಾಚರಣೆಯನ್ನು ಪುನಸ್ಥಾಪನೆಗೊಳಿಸುವ ಸಾಧ್ಯತೆ ಇದೆ ಎಂದು ಅವರು ತಿಳಿಸಿದ್ದಾರೆ. ಮುಂದಿನ ಮೂರು ದಿನಗಳಲ್ಲಿ ರದ್ದತಿಗಳು ಮತ್ತಷ್ಟು ಹೆಚ್ಚಾಗುವ ಸಾಧ್ಯತೆಯಿದ್ದು, ಆಡಳಿತ ಕಠಿಣ ಮಾರ್ಗ ಡಿಸೆಂಬರ್ 8ರಿಂದ ವಿಮಾನ ಕಾರ್ಯಾಚರಣೆಯಲ್ಲಿ ತಾತ್ಕಾಲಿಕವಾಗಿ ಕಡಿತ ಮಾಡಲಾಗುವುದು ಎಂದು ಇಂಡಿಗೋ ಘೋಷಿಸಿದೆ. ಇದೇ ವೇಳೆ, ಕೆಲ 0320 ವಿಮಾನಗಳಿಗೆ ಹಾರಾಟ ತರಬೇತಿ ಸಮಯ ಮಿತಿ (ಎಫ್‌ಡಿಟಿಎಲ್) ಮಾನದಂಡಗಳಿಂದ ವಿನಾಯಿತಿ ನೀಡುವಂತೆ ಸಂಸ್ಥೆಯು ವಿನಂತಿ ಸಲ್ಲಿಸಿರುವುದಾಗಿ ಡಿಜಿಸಿಎ ತಿಳಿಸಿದೆ. ಮೂಲಗಳ ಪ್ರಕಾರ, ಕಾಕ್‌ಪಿಟ್ ಮತ್ತು ಕ್ಯಾಬಿನ್ ಸಿಬ್ಬಂದಿಯಲ್ಲಿ ಗಂಭೀರ ಕೊರತೆ ಇದ್ದು, ಇಂಡಿಗೋ ಮುಂದಿನ ದಿನಗಳಲ್ಲಿ ಸಮಸ್ಯೆಯನ್ನು ಸರಿಪಡಿಸಲು ಮುಂದಾಗಿದೆ. ಏರ್‌ಲೈನ್ಸ್ ಸಂಸ್ಥೆ ಇತ್ತೀಚಿನ ವೇಳಾಪಟ್ಟಿ ನೆಮ್ಮದಿ ಯೋಜನೆಯ ಭಾಗವಾಗಿ ಇದ್ದಕ್ಕಿದ್ದಂತೆ ಬದಲಾವಣೆ ಮಾಡಿದ ಕಾರಣ ಪರಿಣಾಮ ಬೀರಿದೆ ಎಂದು ತಿಳಿದುಬಂದಿದೆ. ನಿರಂತರ ರದ್ದು, ವಿಳಂಬ ಮತ್ತು ಅಸಮಾಧಾನಕಾರಿಯಾಗಿ ದೇಶದಾದ್ಯಂತದ ಪ್ರಯಾಣಿಕರಲ್ಲಿ ಮಾತ್ರವಲ್ಲದೆ ಆಕ್ರೋಶಕ್ಕೆ ಇಂಡಿಗೋ ಆಡಳಿತ ಮುಂದಿನ ದಿನಗಳಲ್ಲಿ ಯಾವ ರೀತಿ ಸ್ಥಿತಿ ಪರಿಹಾರ ನೀಡಬೇಕಾಗಿದೆ ಎಂಬುದು ಈಗ ಪ್ರಮುಖ ಪ್ರಶ್ನೆಯಾಗಿದೆ. xyxy=(654,1130,1064,1386)
indigo-right-text: ಗುರುವಾರ ಇಂಡಿಗೋ 550 ಕ್ಕೂ ಹೆಚ್ಚು ಮತ್ತು ಶುಕ್ರವಾರ 400 ವಿಮಾನಗಳನ್ನು ರದ್ದುಪಡಿಸಿದ ಪರಿಣಾಮ ಸಾವಿರಾರು ಪ್ರಯಾಣಿಕರ ಯೋಜನೆಗಳು ಹಾಳಾಗಿವೆ. ಇದರಿಂದ ಜನರಿಗೆ ಉಂಟಾದ ತೊಂದರೆಗಳನ್ನು ಉಲ್ಲೇಖಿಸಿದ ರಾಹುಲ್ ಗಾಂಧಿ, ವಿಳಂಬ, ರದ್ದತಿ ಮತ್ತು ಅಸಹಾಯಕತೆಯಿಂದ ಮತ್ತೆ ಸಾಮಾನ್ಯ ಭಾರತೀಯರೇ ಬೆಲೆ ತೆರಬೇಕಾದ ಸ್ಥಿತಿ ನಿರ್ಮಾಣವಾಗಿದೆ ಎಂದು ಸರ್ಕಾರದ ನೀತಿಯನ್ನು ಕಟುವಾಗಿ ಟೀಕಿಸಿದ್ದಾರೆ. xyxy=(1321,2140,1526,2244)
oil-text: ಹೊಸದಿಲ್ಲಿ. 5- ಭಾರತಕ್ಕೆ ಇಂಧನ ಪೂರೈಕೆಯನ್ನು ನಿರಂತರವಾಗಿ ನೀಡಲು ರಷ್ಯಾ ಸಿದ್ಧವಾಗಿದೆ ಎಂದು ರಷ್ಯಾ ಅಧ್ಯಕ್ಷ ವ್ಲಾದಿಮಿರ್ ಪುಟಿನ್ ತಿಳಿಸಿದರು. ಹೊಸದಿಲ್ಲಿಯ ಹೈದರಾಬಾದ್ ಹೌಸ್‌ನಲ್ಲಿ ನಡೆದ ದ್ವಿಪಕ್ಷೀಯ ಮಾತುಕತೆಗಳ ನಂತರ ಪ್ರಧಾನಮಂತ್ರಿ ನರೇಂದ್ರ ಮೋದಿ ಮತ್ತು ಅಧ್ಯಕ್ಷ ಪುಟಿನ್ ಜಂಟಿಯಾಗಿ ಪತ್ರಿಕಾಗೋಷ್ಠಿಯನ್ನು ನಡೆಸಿದರು. ಪ್ರಧಾನಮಂತ್ರಿ ಮೋದಿ ಮಾತನಾಡಿ, ಭಾರತ?ರಷ್ಯಾ 2030ರವರೆಗೆ ಆರ್ಥಿಕ ಸಹಕಾರವನ್ನು ಮತ್ತಷ್ಟು ಬಲಪಡಿಸುವ ಗುರಿಗೆ ಒಪ್ಪಿಕೊಂಡಿವೆ ಎಂದು ತಿಳಿಸಿದರು. ಎಂಟು ದಶಕಗಳಿಂದ ಸ್ಥಿರವಾಗಿರುವ ಸ್ನೇಹವು ಹಲವು ಐತಿಹಾಸಿಕ ಮೈಲಿಗಲ್ಲುಗಳನ್ನು ತಲುಪಿರುವ ಸಂದರ್ಭದಲ್ಲಿ ಪುಟಿನ್ ಭಾರತಕ್ಕೆ ಭೇಟಿ ನೀಡಿರುವುದು ವಿಶೇಷ ಎಂದು ಹೇಳಿದರು. ಭಯೋತ್ಪಾದನೆ ವಿರುದ್ಧ ಹೋರಾಟದಲ್ಲಿ ಎರಡೂ ದೇಶಗಳು ಒಗ್ಗಟ್ಟಿನಿಂದ ಕಾರ್ಯನಿರ್ವಹಿಸುತ್ತಿವೆ ಎಂಬುದನ್ನೂ ಅವರು ಉಲ್ಲೇಖಿಸಿದರು. ಉಕ್ರೇನ್ ವಿಷಯದಲ್ಲಿ ಭಾರತ ಸದಾ ಶಾಂತಿಯ ಪರವಾಗಿ ನಿಂತಿದೆ ಎಂದರು. ರಷ್ಯಾ ಅಧ್ಯಕ್ಷ ಪುಟಿನ್, ಭಾರತ-ರಷ್ಯಾ ವ್ಯಾಪಾರವು ಕಳೆದ ವರ್ಷ ಶೇಕಡಾ 12ರಷ್ಟು ಏರಿಕೆಯಾಗಿದೆ ಮತ್ತು ಈ ವರ್ಷ ಇನ್ನಷ್ಟು ವೇಗ ಪಡೆಯುವ ನಿರೀಕ್ಷೆಯಿದೆ ಎಂದು ಹೇಳಿದರು. ತೈಲ, ಅನಿಲ, ಕಲ್ಲಿದ್ದಲು ಸೇರಿದಂತೆ ಭಾರತದ ಇಂಧನ ಅಗತ್ಯಗಳಿಗೆ ಬೇಕಾದ ಪೂರೈಕೆಯನ್ನು ರಷ್ಯಾ ಸ್ಥಿರವಾಗಿ ಮುಂದುವರಿಸುತ್ತದೆ ಎಂದರು. ಗುರುವಾರ ಸಂಜೆ ಪುಟಿನ್ ಹೊಸದಿಲ್ಲಿಗೆ ಆಗಮಿಸಿದ್ದು, ರಾಷ್ಟ್ರಪತಿ ಭವನದಲ್ಲಿ ಅವರಿಗೆ ಭವ್ಯ ಸ್ವಾಗತ ದೊರೆಯಿತು. ರಾಷ್ಟ್ರಪತಿ ದ್ರೌಪದಿ ಮುರ್ಮು ಮತ್ತು ಪ್ರಧಾನಮಂತ್ರಿ ಮೋದಿ ಈ ಸಂದರ್ಭದಲ್ಲಿ ಉಪಸ್ಥಿತರಿದ್ದರು. ನಂತರ ಪುಟಿನ್ ರಾಜ್‌ಘಾಟ್‌ಗೆ ತೆರಳಿ ಮಹಾತ್ಮ ಗಾಂಧಿಗೆ ಪುಷ್ಪ ನಮನ ಸಲ್ಲಿಸಿದರು. xyxy=(40,1146,427,1345)
info-rni: RNI No-45613 xyxy=(759,314,858,332)
rajghat-headline: ರಾಜಘಾಟನಲ್ಲಿ ಗೌರವ ನಮನ: ಗಾಂಧೀಜಿಯ ವಿಶ್ವಪ್ರಸ್ತುತಿಯನ್ನು ನೆನಪಿಸಿದ ಪುಟಿನ್ xyxy=(87,1894,1021,1935)
lead-center-column: ಪ್ರತಿಕ್ರಿಯಿಸಿದ ಪ್ರಧಾನಿ ಮೋದಿ, ಶಾಂತಿ ಮಾರ್ಗವೇ ಏಕೈಕ ಪರಿಹಾರ. ಸಂಘರ್ಷವನ್ನು ಸಂಭಾಷಣೆ ಮತ್ತು ರಾಜತಾಂತ್ರಿಕ ಪ್ರಯತ್ನಗಳ ಮೂಲಕವೇ ನಿಲ್ಲಿಸಬಹುದು ಎಂದು ಹೇಳಿದರು. ಭಾರತ ಈಗಾಗಲೇ ಹಲವು ಹಂತಗಳಲ್ಲಿ ಮಧ್ಯಸ್ಥಿಕೆ ಪಾತ್ರವನ್ನು ತೋರಿಸಿರುವುದಾಗಿ ನಾಯಕರು ಉಲ್ಲೇಖಿಸಿದರು. ಪುಟಿನ್ ಕೂಡಾ ಉಕ್ರೇನ್ ವಿಷಯದಲ್ಲಿ ಭಾರತದ ಸಮತೋಲಿತ ನಿಲುವನ್ನು ಮೆಚ್ಚಿದರು. ವ್ಯಾಪಾರ ವಿಸ್ತರಣೆ - 2030 ಗುರಿಗೆ ಹೊಸ ಚೈತನ್ಯ ಪ್ರಸ್ತುತ ವರ್ಷದಲ್ಲಿ ಭಾರತ-ರಷ್ಯಾ ವ್ಯಾಪಾರ ಶೇಕಡಾ 12 ರಷ್ಟು ಹೆಚ್ಚಳ ಕಂಡಿದ್ದು, ಮುಂದಿನ ವರ್ಷಗಳಲ್ಲಿ ಈ ವಿಸ್ತರಣೆ ಇನ್ನಷ್ಟು ವೇಗಗೊಳ್ಳಲಿದೆ ಎಂದರು. ರಷ್ಯಾದಿಂದ ಭಾರತಕ್ಕೆ ಆಗುತ್ತಿರುವ ಆಮದುಗಳು ಮತ್ತು ಭಾರತದಿಂದ ರಷ್ಯಾಗೆ ರಫ್ತುಗಳ ಸಮತೋಲನವೂ ವ್ಯಾಪಾರ ಅಂತರವನ್ನು ತೊಡೆಯುವ ದಿಕ್ಕಿನಲ್ಲಿ ಬದಲಾಗುತ್ತಿದೆ. 2030 ರೊಳಗೆ ದ್ವಿಪಕ್ಷೀಯ ವ್ಯಾಪಾರವನ್ನು 100 ಬಿಲಿಯನ್ ಡಾಲರ್ ಮಟ್ಟಕ್ಕೆ ಏರಿಸುವ ಗುರಿ ಎರಡೂ ರಾಷ್ಟ್ರಗಳು ಹೊಂದಿವೆ. ಈ ಹಿನ್ನೆಲೆಯಲ್ಲಿ ಭಾರತ ರಷ್ಯಾ ನಡುವೆ ಹೊಸ ಪಾವತಿ ವ್ಯವಸ್ಥೆಗಳು, ರೂಪಾಯಿ-ರೂಬಲ್ ವ್ಯಾಪಾರ ವಿಸ್ತರಣೆ ಹಾಗೂ ಪ್ರಮುಖ ವಲಯಗಳಲ್ಲಿ ಹೂಡಿಕೆ ಹೆಚ್ಚಿಸುವ ಕುರಿತು ಮಾತುಕತೆಯಲ್ಲಿ ಚರ್ಚಿಸಲಾಯಿತು. ರಕ್ಷಣಾ ಮತ್ತು ತಂತ್ರಜ್ಞಾನ ವಲಯ: ಸಹಕಾರ ಹೊಸ ಹಂತ xyxy=(466,723,823,1049)
indigo-planes xyxy=(441,1129,643,1242)
indigo-stars: *************************** xyxy=(1346,2326,1491,2337)
registration-yellow xyxy=(15,262,28,294)
rajghat-under-photo: ಪುಟಿನ್ ಅವರು ಅಲ್ಲಿ ತೆಗೆದ ಚಿತ್ರಗಳನ್ನು, ರಷ್ಯದ ವಿದೇಶಾಂಗ ವ್ಯವಹಾರಗಳ ಹಿರಿಯ ಅಧಿಕಾರಿಗಳು ಹಂಚಿಕೊಂಡರು. ಗಾಂಧೀಜಿ ನ್ಯಾಯಯುತ ಹಾಗೂ ಅಹಿಂಸಾತ್ಮಕ ಹೋರಾಟದ ಮೂಲಕ ವಿಶ್ವಕ್ಕೆ ಮಾದರಿಯಾದರು ಎಂದು ಪುಟಿನ್ ಪತ್ರಿಕೆಯಲ್ಲಿ ಉಲ್ಲೇಖಿಸಿದರು. ಆ ಪತ್ರಗಳಲ್ಲಿ ವಿಶ್ವ ಶಾಂತಿ, ಸ್ವಾತಂತ್ರ್ಯ ಮತ್ತು ಮಾನವ ಹಕ್ಕುಗಳ ಬಗ್ಗೆ ಗಾಂಧೀಜಿ ನೀಡಿದ ಸಂದೇಶಗಳ ಬಗ್ಗೆ ಚರ್ಚಿಸಲಾಗಿದೆ. ಮೌಲ್ಯಗಳನ್ನು ಭಾರತ ಮತ್ತು ರಷ್ಯಾ ಮಾನವೀಯತೆಯ ಸಂದೇಶವನ್ನು ಹಂಚಿಕೊಳ್ಳುತ್ತವೆ. xyxy=(454,2171,652,2290)
rahul-gandhi-portrait xyxy=(1323,1963,1526,2133)
registration-cyan xyxy=(15,188,28,220)
aviation-col-under-photo: ಹೊಸದಿಲ್ಲಿ, ಡಿಸೆಂಬರ್ 5: ದೇಶದಲ್ಲಿ ಕಳೆದ ನಾಲ್ಕು ದಿನಗಳಿಂದ ಮುಂದುವರಿದಿರುವ ಇಂಡಿಗೋ ವಿಮಾನಗಳ ಭಾರೀ ರದ್ದತಿ ಮತ್ತು ವಿಳಂಬದಿಂದ ಸಾವಿರಾರು ಪ್ರಯಾಣಿಕರು ತೀವ್ರ ತೊಂದರೆ ಅನುಭವಿಸುತ್ತಿದ್ದಾರೆ. ಗುರುವಾರ 500 ಕ್ಕೂ ಹೆಚ್ಚು ವಿಮಾನಗಳನ್ನು ಸ್ಥಗಿತಗೊಳಿಸಿದ್ದ ಇಂಡಿಗೋ ಏರ್‌ಲೈನ್, ಶುಕ್ರವಾರವೂ ಸುಮಾರು 500ಕ್ಕೂ ಹೆಚ್ಚು ಹಾರಾಟ ಯೋಜನೆಗಳನ್ನು ರದ್ದುಪಡಿಸಿದೆ. ಈ ನಿರಂತರ ರದ್ದತಿ ದೇಶದ ಅನೇಕ ವಿಮಾನ ನಿಲ್ದಾಣಗಳಲ್ಲಿ ಪ್ರಯಾಣಿಕರು ಗಂಟೆಗಟ್ಟಲೆ ಸಿಲುಕಿಕೊಂಡು ಅಸಹಾಯಕರಾಗುವ ಪರಿಸ್ಥಿತಿ ಎದುರಾಗಿದೆ. ದೆಹಲಿ ವಿಮಾನ ನಿಲ್ದಾಣದಲ್ಲಿ ಅಗಮನ ಮತ್ತು ನಿರ್ಗಮನ ಸೇರಿ 220 ಕ್ಕೂ ಹೆಚ್ಚು ವಿಮಾನಗಳು ರದ್ದಾಗಿವೆ. ಬೆಂಗಳೂರು ವಿಮಾನ ನಿಲ್ದಾಣದಲ್ಲಿ 100 ಕ್ಕೂ ಹೆಚ್ಚು ಹಾಗೂ ಹೈದರಾಬಾದ್‌ನಲ್ಲಿ 90 ಕ್ಕೂ ಹೆಚ್ಚು ವಿಮಾನಗಳ ಹಾರಾಟ ಸ್ಥಗಿತಗೊಂಡಿದೆ ಎಂದು ಮೂಲಗಳು ತಿಳಿಸಿವೆ. ಈ ಅನಾನುಕೂಲದ ನಡುವೆ ಪ್ರಯಾಣಿಕರು ಆಹಾರ-ನೀರಿನ ಕೊರತೆಯಿಂದ ತೊಂದರೆ ಅನುಭವಿಸುತ್ತಿದ್ದು, ಕೆಲವರು ತಮ್ಮ ಲಗೇಜ್ ಪಡೆಯಲು 12 ಗಂಟೆಗಳಿಗೂ ಹೆಚ್ಚು ಕಾಲ ವಿಮಾನ ನಿಲ್ದಾಣದಲ್ಲೇ ಕಾದಿರುವ ಘಟನೆಗಳು ವರದಿಯಾಗಿವೆ. ಇಂಡಿಗೋ ಅಂದಾಜಿನಂತೆ ಸುಮಾರು 20 ವರ್ಷವಾದರೂ, ಇಷ್ಟು ದೊಡ್ಡ ಪ್ರಮಾಣದ ಕಾರ್ಯಾಚರಣೆ ಅಡಚಣೆ ಸಂಸ್ಥೆಯು ಇತಿಹಾಸದಲ್ಲಿ ಇದೇ ಮೊದಲ ಬಾರಿ ಎದುರಾಗಿದ್ದು, ಪ್ರಯಾಣಿಕರಿಂದ ಸಂಸ್ಥೆ ಕುರಿತು ಅಸಮಾಧಾನ xyxy=(441,1477,643,1809)
lead-subhead-5: ಸಂಬಂಧದ ಹೊಸ ಅಧ್ಯಾಯದ ಆರಂಭ: xyxy=(857,578,986,590)
terror-text: ಹೊಸದೆಲ್ಲಿ, ಡಿಸೆಂಬರ್ 5: ಭಾರತ-ರಷ್ಯಾ ನಾಯಕರು ಇಂದು ಹೈದರಾಬಾದ್ ಹೌಸ್‌ನಲ್ಲಿ ಜರುಗಿದ ಜಂಟಿ ಸುದ್ದಿಗೋಷ್ಠಿಯಲ್ಲಿ ಭಯೋತ್ಪಾದನೆ ವಿರುದ್ಧ ಹೋರಾಟದಲ್ಲಿ ಎರಡೂ ರಾಷ್ಟ್ರಗಳು ಸಮನ್ವಯದಿಂದ ಸಾಗುವುದನ್ನು ಸ್ಪಷ್ಟಪಡಿಸಿದರು. ದ್ವಿಪಕ್ಷೀಯ ಮಾತುಕತೆಗಳ ನಂತರ ಪ್ರಧಾನಿ ನರೇಂದ್ರ ಮೋದಿ, ರಷ್ಯಾ ಅಧ್ಯಕ್ಷ ವ್ಲಾಡಿಮಿರ್ ಪುಟಿನ್ ಅವರ ಜೊತೆ ಸಂವಾದ ನಡೆಸಿ ಈ ನಿಲುವನ್ನು ಹಂಚಿಕೊಂಡರು. ಭಾರತದ ಭದ್ರತಾ ಪ್ರಯತ್ನಗಳಿಗೆ ಮಾಸ್ಕೋ ನೀಡುತ್ತಿರುವ ಬಲವಾದ ಬೆಂಬಲವನ್ನು ಮೋದಿ ಉಲ್ಲೇಖಿಸಿದರು. ಪಹಲ್ಗಾಮ್ ದಾಳಿಗೆ ಪಾಕಿಸ್ತಾನ ಮೂಲದ ಜೈಶ್ ಎ ಮೊಹಮ್ಮದ್ ನಂಟು ಇರುವುದಾಗಿ ಭಾರತ ಆರೋಪಿಸಿದ ಬಳಿಕ ರಷ್ಯಾ ಗಂಭೀರ ಪ್ರತಿಕ್ರಿಯೆ ನೀಡಿದ್ದು, ಭಯೋತ್ಪಾದನೆ ನಿರ್ಮೂಲನೆಗೆ ಭಾರತ ಜೊತೆಯಲ್ಲಿರಲಿದೆ ಎಂಬ ಭರವಸೆ ಮತ್ತೊಮ್ಮೆ ವ್ಯಕ್ತವಾಯಿತು. ಪಾಕಿಸ್ತಾನದಲ್ಲಿನ ಭಯೋತ್ಪಾದಕ ತಾಣಗಳನ್ನು ಗುರಿಯಾಗಿಸಿಕೊಂಡ ಆಪರೇಷನ್ ಸಿಂಧೂರ್ ಕ್ರಮಕ್ಕೂ ರಷ್ಯಾ ಬೆಂಬಲ ಸಿಗುತ್ತದೆಂದು ಪುನಃ ಸ್ಪಷ್ಟವಾಯಿತು. ಕಳೆದ ದಶಕಗಳಲ್ಲಿ ಜಾಗತಿಕ ಸವಾಲುಗಳ ನಡುವೆಯೂ ಭಾರತ?ರಷ್ಯಾ ಸ್ನೇಹ ಧ್ರುವ ನಕ್ಷತ್ರದಂತೆ ಸ್ಥಿರವಾಗಿದೆ ಎಂದು ಮೋದಿ ಆತ್ಮೀಯವಾಗಿ ಸ್ಮರಿಸಿದರು. ಪರಸ್ಪರ ಗೌರವ ಮತ್ತು ನಂಬಿಕೆಯನ್ನು ಆಧಾರವಾಗಿಟ್ಟುಕೊಂಡ ಈ ಬಂಧವು ಕಾಲದ ಪರೀಕ್ಷೆಗಳನ್ನು ಎದುರಿಸಿದೆ ಎಂದು ಅವರು ಅಭಿಪ್ರಾಯಪಟ್ಟರು. ಮಾತುಕತೆ ನಂತರ ಪುಟಿನ್ ಹೇಳಿದ್ದಾರೆ, ಭಾರತಕ್ಕೆ ತೈಲ ಪೂರೈಕೆ ನಿರಂತರವಾಗಿರುತ್ತದೆ. ರಷ್ಯಾ ನಿಯೋಗಕ್ಕೆ ನೀಡಿದ ಆತಿಥ್ಯಕ್ಕೆ ರಾಷ್ಟ್ರಪತಿ ದ್ರೌಪದಿ ಮುರ್ಮು, ಪ್ರಧಾನಿ ಮೋದಿ ಹಾಗೂ ಭಾರತ ಜನತೆಗೆ ಧನ್ಯವಾದ ಹೇಳಿದ್ದಾರೆ. ಭೋಜನಕೂಟದ ವೇಳೆ ನಡೆದ ಸಂವಾದ ಎರಡು ದೇಶಗಳ ವಿಶೇಷ ಕಾರ್ಯತಂತ್ರದ ಪಾಲುದಾರಿಕೆಯನ್ನು ಮತ್ತಷ್ಟು ಬಲಪಡಿಸಿದೆ ಎಂದು ಪುಟಿನ್ ಅಭಿಪ್ರಾಯಪಟ್ಟಿದ್ದಾರೆ. xyxy=(1091,954,1530,1164)
info-volume: Volume-69 xyxy=(43,314,116,332)
